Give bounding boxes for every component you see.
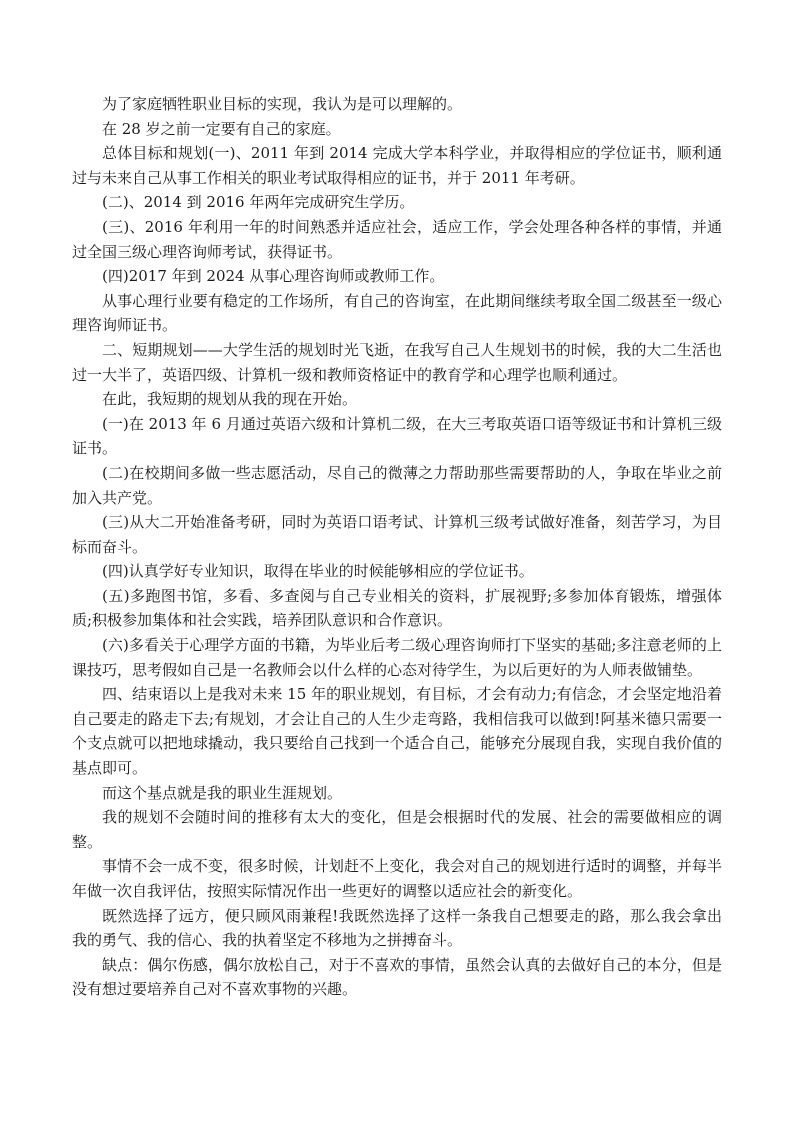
paragraph: 为了家庭牺牲职业目标的实现，我认为是可以理解的。 [102, 95, 463, 113]
paragraph: (一)在 2013 年 6 月通过英语六级和计算机二级，在大三考取英语口语等级证书和计算机三级证书。 [72, 414, 722, 458]
paragraph: (四)认真学好专业知识，取得在毕业的时候能够相应的学位证书。 [102, 562, 534, 581]
paragraph: (六)多看关于心理学方面的书籍，为毕业后考二级心理咨询师打下坚实的基础;多注意老师的上课技巧，思考假如自己是一名教师会以什么样的心态对待学生，为以后更好的为人师表做铺垫。 [72, 636, 722, 679]
paragraph: 四、结束语以上是我对未来 15 年的职业规划，有目标，才会有动力;有信念，才会坚定地沿着自己要走的路走下去;有规划，才会让自己的人生少走弯路，我相信我可以做到!阿基米德只需要一个支点就可以把地球撬动，我只要给自己找到一个适合自己，能够充分展现自我，实现自我价值的基点即可。 [72, 685, 722, 778]
paragraph: (二)在校期间多做一些志愿活动，尽自己的微薄之力帮助那些需要帮助的人，争取在毕业之前加入共产党。 [72, 463, 722, 507]
paragraph: 从事心理行业要有稳定的工作场所，有自己的咨询室，在此期间继续考取全国二级甚至一级心理咨询师证书。 [72, 291, 722, 335]
paragraph: 既然选择了远方，便只顾风雨兼程!我既然选择了这样一条我自己想要走的路，那么我会拿出我的勇气、我的信心、我的执着坚定不移地为之拼搏奋斗。 [72, 906, 722, 950]
paragraph: (三)从大二开始准备考研，同时为英语口语考试、计算机三级考试做好准备，刻苦学习，为目标而奋斗。 [72, 513, 722, 556]
paragraph: 事情不会一成不变，很多时候，计划赶不上变化，我会对自己的规划进行适时的调整，并每半年做一次自我评估，按照实际情况作出一些更好的调整以适应社会的新变化。 [72, 857, 722, 900]
paragraph: (五)多跑图书馆，多看、多查阅与自己专业相关的资料，扩展视野;多参加体育锻炼，增强体质;积极参加集体和社会实践，培养团队意识和合作意识。 [72, 586, 722, 630]
paragraph: 在 28 岁之前一定要有自己的家庭。 [102, 119, 341, 138]
paragraph: 缺点：偶尔伤感，偶尔放松自己，对于不喜欢的事情，虽然会认真的去做好自己的本分，但是没有想过要培养自己对不喜欢事物的兴趣。 [72, 955, 722, 999]
paragraph: 而这个基点就是我的职业生涯规划。 [102, 783, 343, 802]
paragraph: (二)、2014 到 2016 年两年完成研究生学历。 [102, 193, 415, 212]
paragraph: (四)2017 年到 2024 从事心理咨询师或教师工作。 [102, 267, 445, 286]
paragraph: 我的规划不会随时间的推移有太大的变化，但是会根据时代的发展、社会的需要做相应的调整。 [72, 808, 722, 851]
paragraph: (三)、2016 年利用一年的时间熟悉并适应社会，适应工作，学会处理各种各样的事情，并通过全国三级心理咨询师考试，获得证书。 [72, 217, 722, 261]
paragraph: 二、短期规划——大学生活的规划时光飞逝，在我写自己人生规划书的时候，我的大二生活也过一大半了，英语四级、计算机一级和教师资格证中的教育学和心理学也顺利通过。 [72, 340, 722, 384]
paragraph: 总体目标和规划(一)、2011 年到 2014 完成大学本科学业，并取得相应的学位证书，顺利通过与未来自己从事工作相关的职业考试取得相应的证书，并于 2011 年考研。 [72, 144, 722, 187]
document-body [72, 92, 722, 1002]
paragraph: 在此，我短期的规划从我的现在开始。 [102, 390, 358, 409]
